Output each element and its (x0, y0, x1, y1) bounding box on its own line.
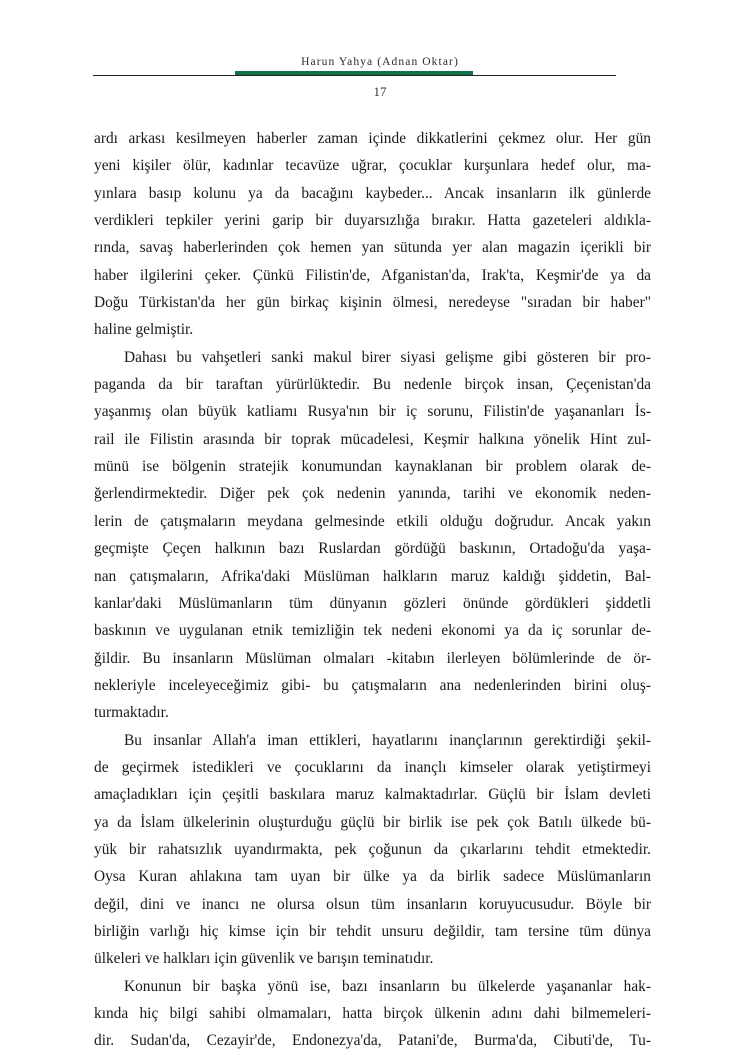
text-line: kında hiç bilgi sahibi olmamaları, hatta birçok ülkenin adını dahi bilmemeleri- (94, 1005, 651, 1022)
text-line: yeni kişiler ölür, kadınlar tecavüze uğrar, çocuklar kurşunlara hedef olur, ma- (94, 157, 651, 175)
header-rule (93, 75, 616, 76)
text-line: yük bir rahatsızlık uyandırmakta, pek çoğunun da çıkarlarını tehdit etmektedir. (94, 840, 651, 858)
text-line: ardı arkası kesilmeyen haberler zaman içinde dikkatlerini çekmez olur. Her gün (94, 130, 651, 147)
text-line: baskının ve uygulanan etnik temizliğin tek nedeni ekonomi ya da iç sorunlar de- (94, 622, 651, 640)
text-line: rında, savaş haberlerinden çok hemen yan sütunda yer alan magazin içerikli bir (94, 239, 651, 257)
body-text (94, 125, 651, 1055)
text-line: amaçladıkları için çeşitli baskılara maruz kalmaktadırlar. Güçlü bir İslam devleti (94, 786, 651, 804)
text-line: geçmişte Çeçen halkının bazı Ruslardan gördüğü baskının, Ortadoğu'da yaşa- (94, 540, 651, 558)
text-line: nan çatışmaların, Afrika'daki Müslüman halkların maruz kaldığı şiddetin, Bal- (94, 567, 651, 585)
text-line: münü ise bölgenin stratejik konumundan kaynaklanan bir problem olarak de- (94, 458, 651, 476)
text-line: haber ilgilerini çeker. Çünkü Filistin'de, Afganistan'da, Irak'ta, Keşmir'de ya da (94, 266, 651, 284)
text-line: ya da İslam ülkelerinin oluşturduğu güçlü bir birlik ise pek çok Batılı ülkede bü- (94, 813, 651, 831)
text-line: ğildir. Bu insanların Müslüman olmaları -kitabın ilerleyen bölümlerinde de ör- (94, 649, 651, 667)
paragraph (94, 344, 651, 727)
text-line: haline gelmiştir. (94, 321, 194, 339)
text-line: dir. Sudan'da, Cezayir'de, Endonezya'da, Patani'de, Burma'da, Cibuti'de, Tu- (94, 1032, 651, 1050)
running-header-author: Harun Yahya (Adnan Oktar) (301, 56, 459, 68)
text-line: nekleriyle inceleyeceğimiz gibi- bu çatışmaların ana nedenlerinden birini oluş- (94, 676, 651, 694)
text-line: yınlara basıp kolunu ya da bacağını kaybeder... Ancak insanların ilk günlerde (94, 184, 651, 202)
text-line: verdikleri tepkiler yerini garip bir duyarsızlığa bırakır. Hatta gazeteleri aldıkla- (94, 212, 651, 230)
text-line: kanlar'daki Müslümanların tüm dünyanın gözleri önünde gördükleri şiddetli (94, 594, 651, 612)
text-line: Dahası bu vahşetleri sanki makul birer siyasi gelişme gibi gösteren bir pro- (124, 348, 651, 366)
paragraph (94, 727, 651, 973)
text-line: ğerlendirmektedir. Diğer pek çok nedenin yanında, tarihi ve ekonomik neden- (94, 485, 651, 503)
paragraph (94, 973, 651, 1055)
text-line: birliğin varlığı hiç kimse için bir tehdit unsuru değildir, tam tersine tüm dünya (94, 922, 651, 940)
text-line: rail ile Filistin arasında bir toprak mücadelesi, Keşmir halkına yönelik Hint zul- (94, 430, 651, 448)
text-line: yaşanmış olan büyük katliamı Rusya'nın bir iç sorunu, Filistin'de yaşananları İs- (94, 403, 651, 421)
text-line: değil, dini ve inancı ne olursa olsun tüm insanların koruyucusudur. Böyle bir (94, 895, 651, 913)
text-line: lerin de çatışmaların meydana gelmesinde etkili olduğu doğrudur. Ancak yakın (94, 512, 651, 530)
text-line: Oysa Kuran ahlakına tam uyan bir ülke ya da birlik sadece Müslümanların (94, 868, 651, 886)
text-line: paganda da bir taraftan yürürlüktedir. Bu nedenle birçok insan, Çeçenistan'da (94, 376, 651, 394)
paragraph (94, 125, 651, 344)
text-line: turmaktadır. (94, 704, 169, 722)
text-line: Bu insanlar Allah'a iman ettikleri, hayatlarını inançlarının gerektirdiği şekil- (124, 731, 651, 749)
text-line: de geçirmek istedikleri ve çocuklarını da inançlı kimseler olarak yetiştirmeyi (94, 758, 651, 776)
page-number: 17 (373, 84, 387, 99)
text-line: Konunun bir başka yönü ise, bazı insanların bu ülkelerde yaşananlar hak- (124, 977, 651, 995)
text-line: ülkeleri ve halkları için güvenlik ve barışın teminatıdır. (94, 950, 434, 968)
text-line: Doğu Türkistan'da her gün birkaç kişinin ölmesi, neredeyse "sıradan bir haber" (94, 294, 651, 312)
